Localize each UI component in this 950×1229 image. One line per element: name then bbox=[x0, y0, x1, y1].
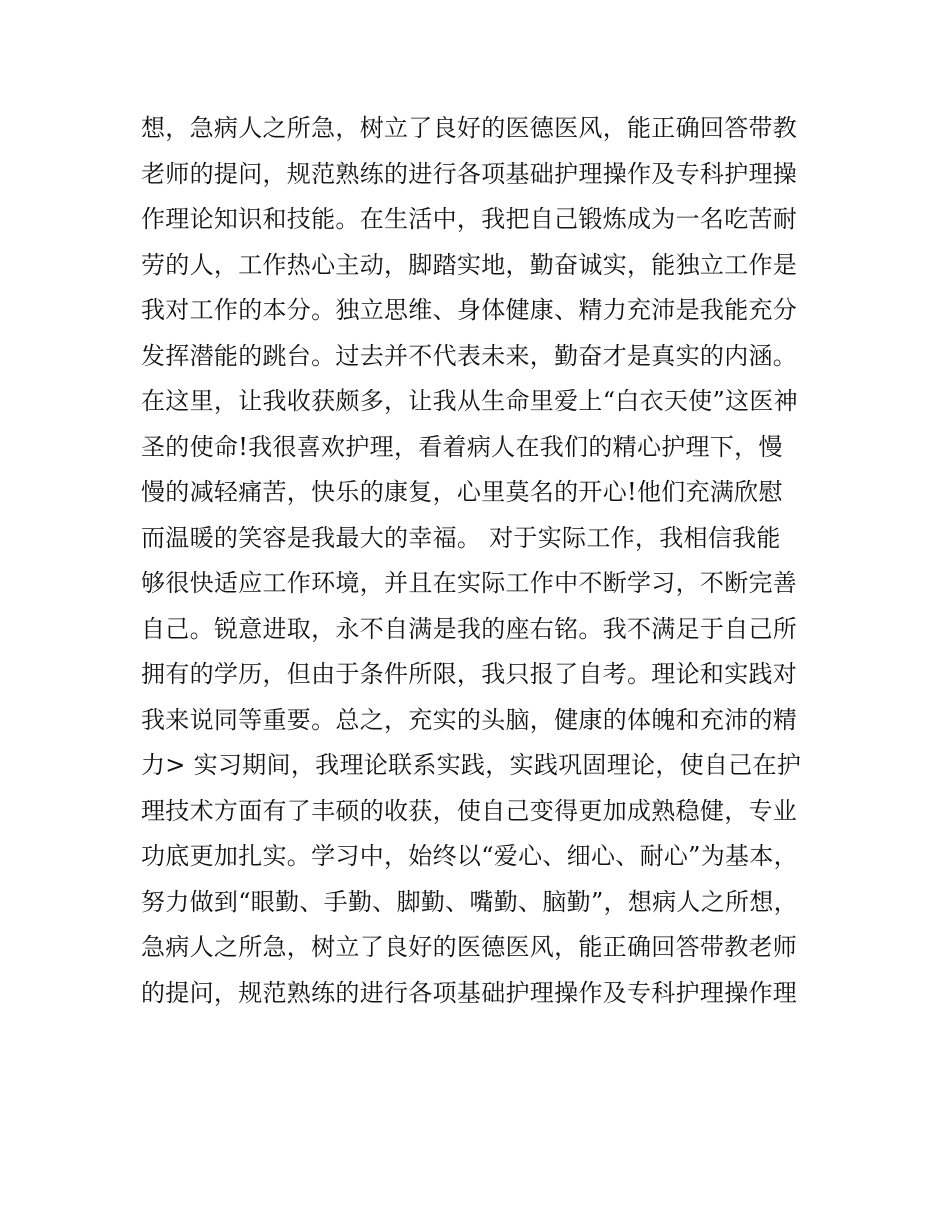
text-line: 我来说同等重要。总之，充实的头脑，健康的体魄和充沛的精 bbox=[141, 705, 798, 734]
text-line: 圣的使命!我很喜欢护理，看着病人在我们的精心护理下，慢 bbox=[141, 432, 783, 461]
text-line: 功底更加扎实。学习中，始终以“爱心、细心、耐心”为基本， bbox=[141, 842, 798, 870]
text-line: 发挥潜能的跳台。过去并不代表未来，勤奋才是真实的内涵。 bbox=[141, 341, 798, 370]
text-line: 拥有的学历，但由于条件所限，我只报了自考。理论和实践对 bbox=[141, 660, 798, 688]
text-line: 慢的减轻痛苦，快乐的康复，心里莫名的开心!他们充满欣慰 bbox=[141, 478, 783, 506]
text-line: 理技术方面有了丰硕的收获，使自己变得更加成熟稳健，专业 bbox=[141, 796, 798, 825]
text-line: 努力做到“眼勤、手勤、脚勤、嘴勤、脑勤”，想病人之所想， bbox=[141, 887, 798, 916]
text-line: 而温暖的笑容是我最大的幸福。 对于实际工作，我相信我能 bbox=[141, 523, 781, 552]
text-line: 想，急病人之所急，树立了良好的医德医风，能正确回答带教 bbox=[141, 114, 798, 142]
text-line: 的提问，规范熟练的进行各项基础护理操作及专科护理操作理 bbox=[141, 978, 798, 1007]
text-line: 作理论知识和技能。在生活中，我把自己锻炼成为一名吃苦耐 bbox=[141, 205, 798, 233]
text-line: 在这里，让我收获颇多，让我从生命里爱上“白衣天使”这医神 bbox=[141, 387, 798, 415]
body-text bbox=[141, 106, 841, 1016]
text-line: 够很快适应工作环境，并且在实际工作中不断学习，不断完善 bbox=[141, 569, 798, 597]
text-line: 力> 实习期间，我理论联系实践，实践巩固理论，使自己在护 bbox=[141, 751, 802, 779]
text-line: 老师的提问，规范熟练的进行各项基础护理操作及专科护理操 bbox=[141, 159, 798, 188]
text-line: 自己。锐意进取，永不自满是我的座右铭。我不满足于自己所 bbox=[141, 614, 798, 643]
text-line: 急病人之所急，树立了良好的医德医风，能正确回答带教老师 bbox=[141, 933, 798, 961]
text-line: 我对工作的本分。独立思维、身体健康、精力充沛是我能充分 bbox=[141, 296, 798, 324]
text-line: 劳的人，工作热心主动，脚踏实地，勤奋诚实，能独立工作是 bbox=[141, 250, 798, 279]
